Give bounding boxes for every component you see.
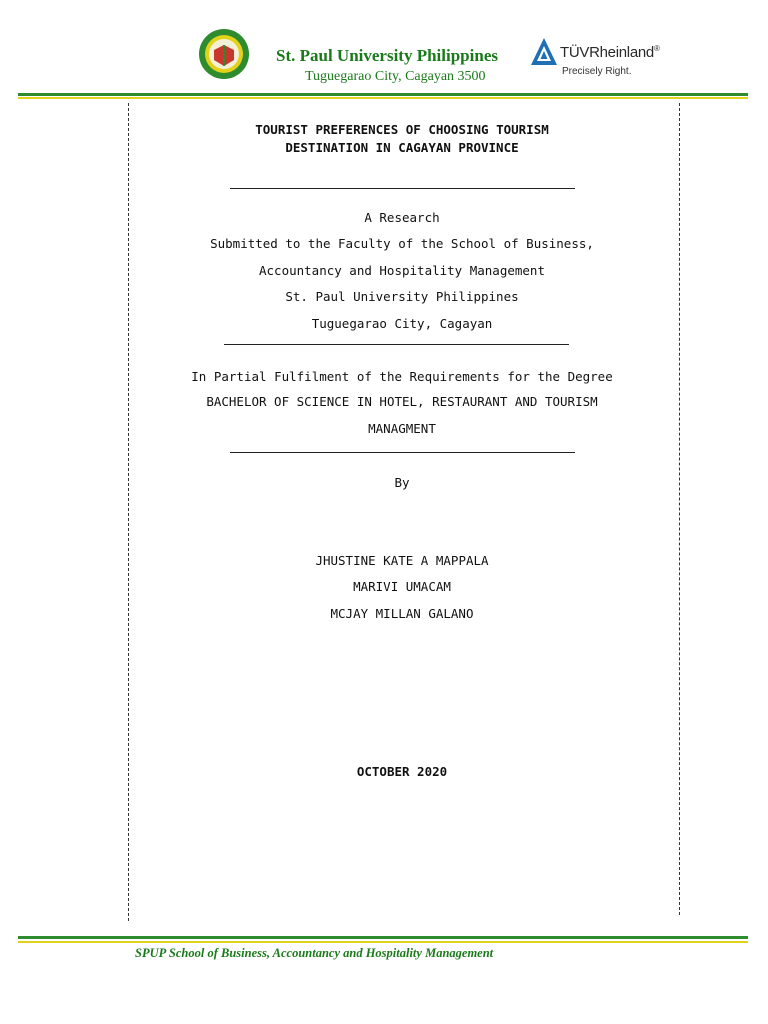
footer-divider-green xyxy=(18,936,748,939)
author-name: JHUSTINE KATE A MAPPALA xyxy=(315,553,489,568)
by-label: By xyxy=(394,475,410,490)
document-date: OCTOBER 2020 xyxy=(356,764,448,779)
header-divider-yellow xyxy=(18,97,748,99)
footer-school-name: SPUP School of Business, Accountancy and Hospitality Management xyxy=(135,946,494,960)
submission-line: A Research xyxy=(364,210,440,225)
submission-line: St. Paul University Philippines xyxy=(285,289,519,304)
title-rule xyxy=(230,188,575,189)
submission-line: Tuguegarao City, Cagayan xyxy=(311,316,493,331)
university-address: Tuguegarao City, Cagayan 3500 xyxy=(305,69,486,84)
header-divider-green xyxy=(18,93,748,96)
degree-line: In Partial Fulfilment of the Requirements for the Degree xyxy=(191,369,613,384)
certifier-name: TÜVRheinland® xyxy=(560,44,660,61)
tuv-triangle-icon xyxy=(530,37,558,67)
author-name: MCJAY MILLAN GALANO xyxy=(330,606,474,621)
degree-rule xyxy=(230,452,575,453)
left-margin-dashed-line xyxy=(128,103,129,921)
footer-divider-yellow xyxy=(18,941,748,943)
author-name: MARIVI UMACAM xyxy=(353,579,451,594)
university-name: St. Paul University Philippines xyxy=(276,46,498,65)
submission-line: Accountancy and Hospitality Management xyxy=(259,263,545,278)
document-title-line-1: TOURIST PREFERENCES OF CHOOSING TOURISM xyxy=(255,122,549,137)
submission-rule xyxy=(224,344,569,345)
certifier-tagline: Precisely Right. xyxy=(562,66,632,77)
document-title-line-2: DESTINATION IN CAGAYAN PROVINCE xyxy=(285,140,519,155)
university-seal-logo xyxy=(193,28,255,80)
degree-line: BACHELOR OF SCIENCE IN HOTEL, RESTAURANT AND TOURISM xyxy=(206,394,598,409)
submission-line: Submitted to the Faculty of the School of Business, xyxy=(210,236,594,251)
degree-line: MANAGMENT xyxy=(368,421,436,436)
